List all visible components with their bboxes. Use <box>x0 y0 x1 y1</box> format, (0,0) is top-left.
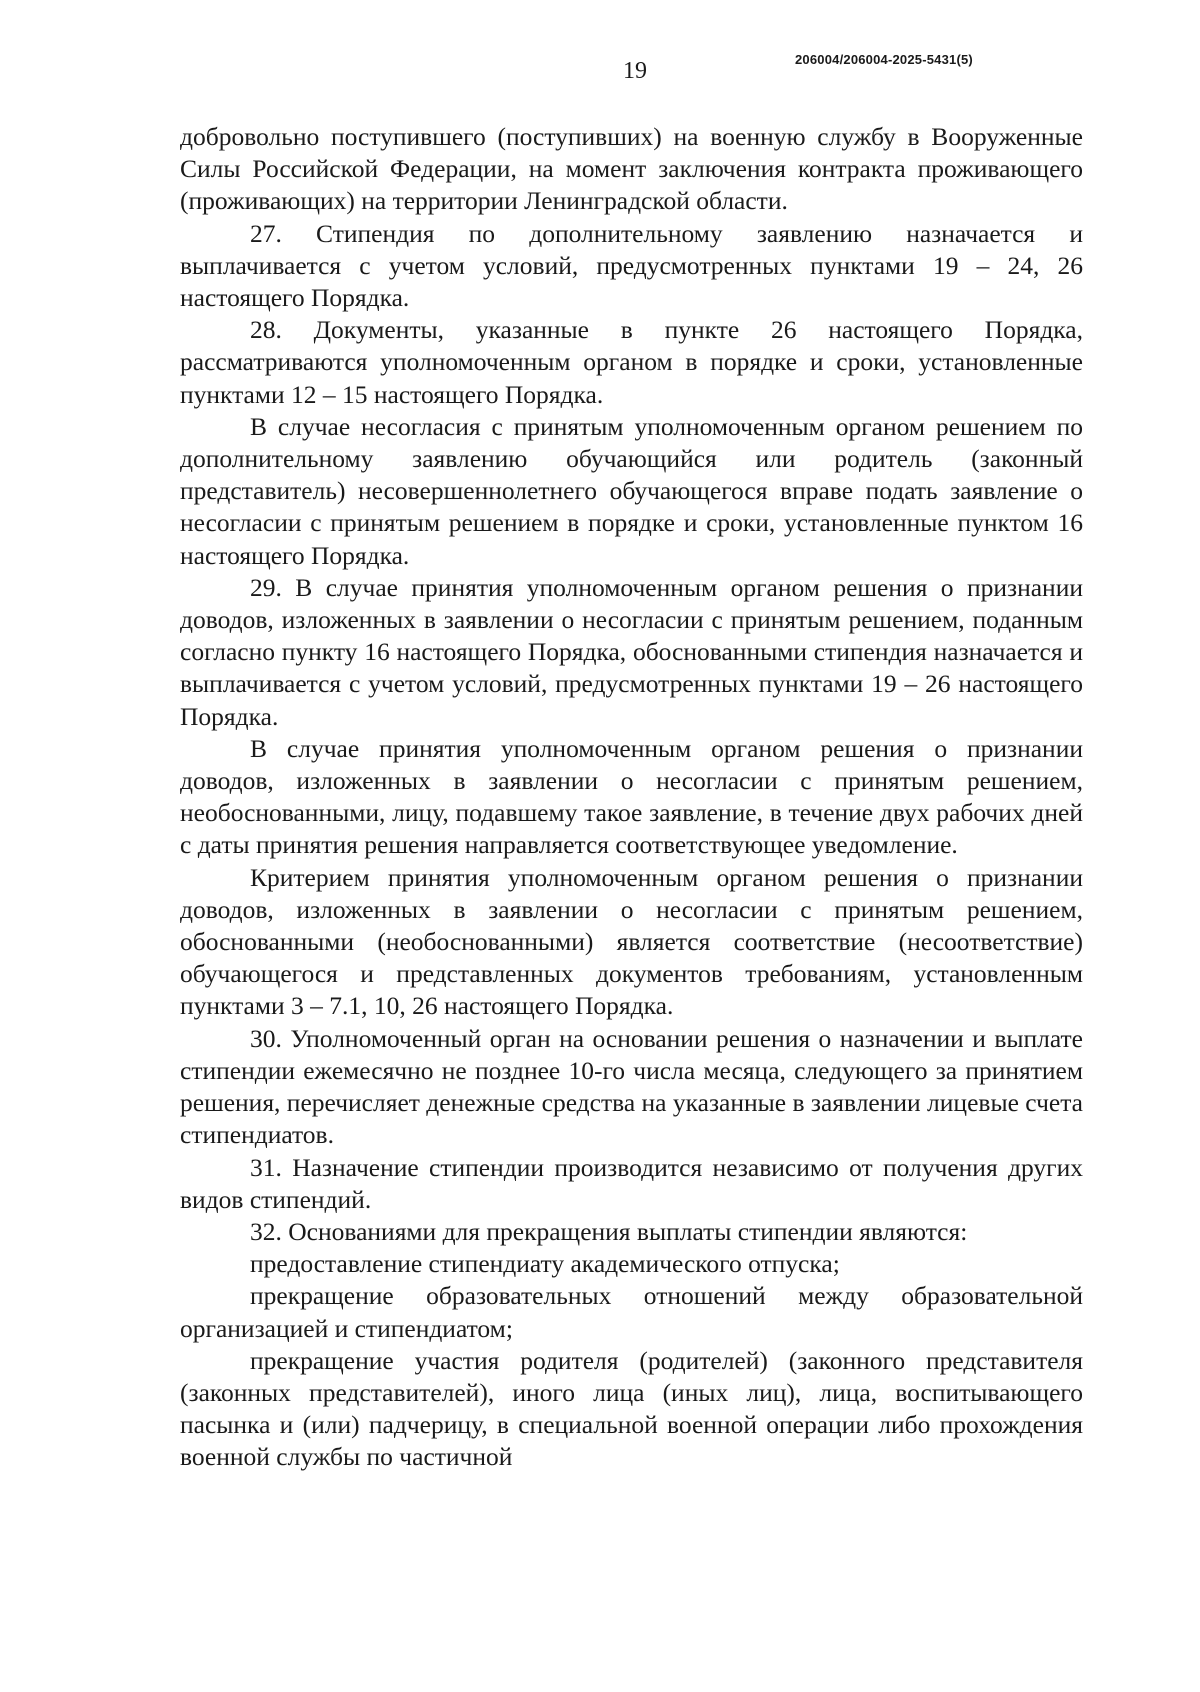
paragraph-item-28-disagreement: В случае несогласия с принятым уполномоченным органом решением по дополнительному заявлению обучающийся или родитель (законный представитель) несовершеннолетнего обучающегося вправе подать заявление о несогласии с принятым решением в порядке и сроки, установленные пунктом 16 настоящего Порядка. <box>180 411 1083 570</box>
paragraph-item-32: 32. Основаниями для прекращения выплаты стипендии являются: <box>250 1216 968 1246</box>
paragraph-item-27: 27. Стипендия по дополнительному заявлению назначается и выплачивается с учетом условий, предусмотренных пунктами 19 – 24, 26 настоящего Порядка. <box>180 218 1083 313</box>
document-id: 206004/206004-2025-5431(5) <box>795 52 973 67</box>
paragraph-item-29-unfounded: В случае принятия уполномоченным органом решения о признании доводов, изложенных в заявлении о несогласии с принятым решением, необоснованными, лицу, подавшему такое заявление, в течение двух рабочих дней с даты принятия решения направляется соответствующее уведомление. <box>180 733 1083 860</box>
list-item-academic-leave: предоставление стипендиату академического отпуска; <box>250 1249 840 1279</box>
paragraph-item-30: 30. Уполномоченный орган на основании решения о назначении и выплате стипендии ежемесячно не позднее 10-го числа месяца, следующего за принятием решения, перечисляет денежные средства на указанные в заявлении лицевые счета стипендиатов. <box>180 1023 1083 1150</box>
paragraph-item-31: 31. Назначение стипендии производится независимо от получения других видов стипендий. <box>180 1152 1083 1214</box>
paragraph-item-29-criterion: Критерием принятия уполномоченным органом решения о признании доводов, изложенных в заявлении о несогласии с принятым решением, обоснованными (необоснованными) является соответствие (несоответствие) обучающегося и представленных документов требованиям, установленным пунктами 3 – 7.1, 10, 26 настоящего Порядка. <box>180 862 1083 1021</box>
paragraph-continuation: добровольно поступившего (поступивших) на военную службу в Вооруженные Силы Российской Федерации, на момент заключения контракта проживающего (проживающих) на территории Ленинградской области. <box>180 122 1083 216</box>
list-item-termination-relations: прекращение образовательных отношений между образовательной организацией и стипендиатом; <box>180 1281 1083 1343</box>
page-number: 19 <box>623 58 647 84</box>
list-item-termination-participation: прекращение участия родителя (родителей) (законного представителя (законных представителей), иного лица (иных лиц), лица, воспитывающего пасынка и (или) падчерицу, в специальной военной операции либо прохождения военной службы по частичной <box>180 1345 1083 1472</box>
document-body <box>180 121 1083 1474</box>
paragraph-item-28: 28. Документы, указанные в пункте 26 настоящего Порядка, рассматриваются уполномоченным органом в порядке и сроки, установленные пунктами 12 – 15 настоящего Порядка. <box>180 315 1083 409</box>
paragraph-item-29: 29. В случае принятия уполномоченным органом решения о признании доводов, изложенных в заявлении о несогласии с принятым решением, поданным согласно пункту 16 настоящего Порядка, обоснованными стипендия назначается и выплачивается с учетом условий, предусмотренных пунктами 19 – 26 настоящего Порядка. <box>180 572 1083 731</box>
